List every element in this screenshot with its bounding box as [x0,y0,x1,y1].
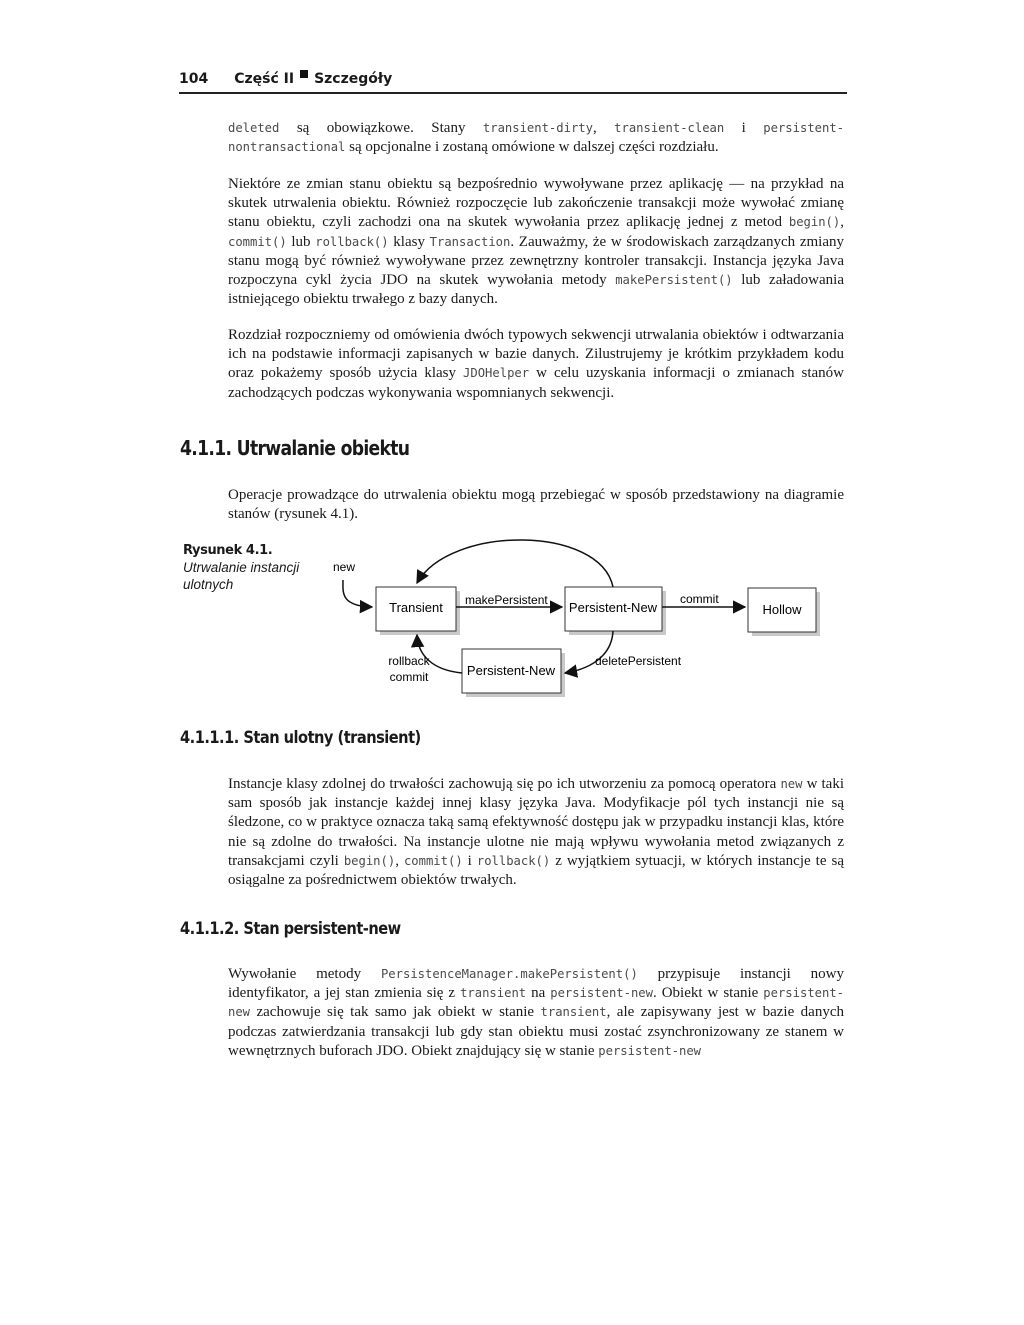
text-run: Wywołanie metody [228,966,381,982]
label-rollback-commit: commit [389,670,429,684]
text-run: Operacje prowadzące do utrwalenia obiektu mogą przebiegać w sposób przedstawiony na diagramie stanów (rysunek 4.1). [228,487,844,523]
text-run: w celu uzyskania informacji o zmianach stanów zachodzących podczas wykonywania wspomnianych sekwencji. [228,365,844,401]
inline-code: begin() [788,215,841,230]
figure-title: Utrwalanie instancji ulotnych [183,560,300,592]
state-transient-label: Transient [389,600,443,615]
text-run: na [526,985,551,1002]
text-run: i [724,120,764,136]
inline-code: transient-dirty [482,121,593,135]
label-commit: commit [680,592,719,606]
arrow-top-back [417,540,613,587]
section-heading-4-1-1: 4.1.1. Utrwalanie obiektu [180,436,410,460]
text-run: są obowiązkowe. Stany [279,120,483,136]
subsection-heading-4-1-1-1: 4.1.1.1. Stan ulotny (transient) [180,728,421,748]
arrow-new [343,580,372,607]
state-persistent-new-label: Persistent-New [568,600,658,615]
text-run: lub załadowania istniejącego obiektu trwałego z bazy danych. [228,272,844,308]
inline-code: commit() [228,234,287,249]
text-run: przypisuje instancji nowy identyfikator, a jej stan zmienia się z [228,966,845,1002]
inline-code: makePersistent() [615,273,733,288]
page-number: 104 [179,71,209,87]
inline-code: persistent-new [550,986,653,1001]
label-new: new [333,560,356,574]
text-run: w taki sam sposób jak instancje każdej innej klasy języka Java. Modyfikacje pól tych instancji nie są śledzone, co w praktyce oznacza taką samą efektywność dostępu jak w przypadku instancji klas, które nie są zdolne do trwałości. Na instancje ulotne nie mają wpływu wywołania metod związanych z transakcjami czyli [228,776,845,869]
text-run: zachowuje się tak samo jak obiekt w stanie [250,1004,541,1021]
text-run: , [395,852,404,869]
inline-code: transient [540,1005,607,1020]
paragraph-6 [228,965,844,1061]
state-persistent-new [565,587,662,631]
text-run: z wyjątkiem sytuacji, w których instancje te są osiągalne za pośrednictwem obiektów trwałych. [228,852,844,889]
text-run: . Obiekt w stanie [652,985,764,1002]
inline-code: rollback() [476,853,551,868]
state-persistent-new-bottom-label: Persistent-New [466,663,556,678]
label-rollback: rollback [388,654,430,668]
inline-code: JDOHelper [463,366,530,381]
chapter-title: Szczegóły [314,71,393,87]
text-run: , [840,214,844,231]
text-run: Instancje klasy zdolnej do trwałości zachowują się po ich utworzeniu za pomocą operatora [228,776,781,792]
text-run: , [592,120,615,136]
inline-code: persistent-new [598,1043,702,1058]
text-run: lub [286,233,316,250]
text-run: . Zauważmy, że w środowiskach zarządzanych zmiany stanu mogą być również wywoływane przez zewnętrzny kontroler transakcji. Instancja języka Java rozpoczyna cykl życia JDO na skutek wywołania metody [228,233,844,289]
label-make-persistent: makePersistent [465,593,548,607]
state-hollow [748,588,816,632]
text-run: , ale zapisywany jest w bazie danych podczas zatwierdzania transakcji lub gdy stan obiektu musi zostać zsynchronizowany ze stanem w wewnętrznych buforach JDO. Obiekt znajdujący się w stanie [228,1004,844,1059]
text-run: i [462,852,477,869]
inline-code: persistent-nontransactional [228,121,845,155]
inline-code: transient [460,986,527,1001]
figure-label: Rysunek 4.1. [183,543,273,558]
paragraph-5 [228,775,844,890]
state-transient [376,587,456,631]
inline-code: new [780,777,803,791]
inline-code: begin() [343,853,396,868]
inline-code: Transaction [429,234,511,249]
inline-code: transient-clean [614,121,725,135]
text-run: są opcjonalne i zostaną omówione w dalszej części rozdziału. [345,139,719,156]
text-run: Niektóre ze zmian stanu obiektu są bezpośrednio wywoływane przez aplikację — na przykład na skutek utrwalenia obiektu. Również rozpoczęcie lub zakończenie transakcji może wywołać zmianę stanu obiektu, czyli zachodzi ona na skutek wywołania przez aplikację jednej z metod [228,176,844,231]
state-hollow-label: Hollow [762,602,802,617]
part-title: Część II [234,71,295,87]
text-run: Rozdział rozpoczniemy od omówienia dwóch typowych sekwencji utrwalania obiektów i odtwarzania ich na podstawie informacji zapisanych w bazie danych. Zilustrujemy je krótkim przykładem kodu oraz pokażemy sposób użycia klasy [228,327,844,382]
inline-code: deleted [228,121,280,135]
inline-code: PersistenceManager.makePersistent() [380,967,638,981]
inline-code: commit() [403,853,463,868]
inline-code: persistent-new [228,986,845,1020]
inline-code: rollback() [315,234,389,249]
label-delete-persistent: deletePersistent [595,654,682,668]
text-run: klasy [388,233,430,250]
state-persistent-new-bottom [462,649,561,693]
subsection-heading-4-1-1-2: 4.1.1.2. Stan persistent-new [180,919,401,939]
